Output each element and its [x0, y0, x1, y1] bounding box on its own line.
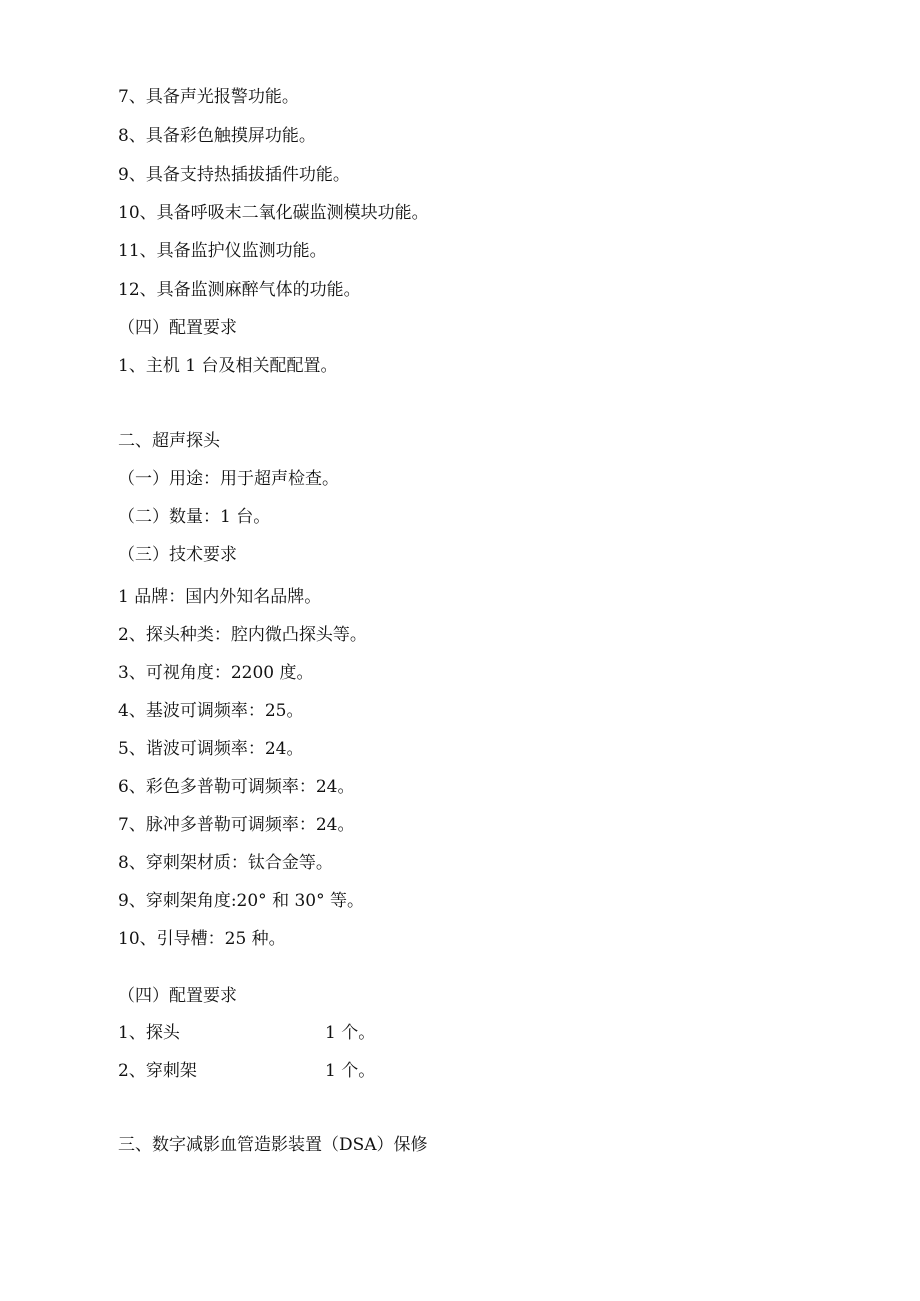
- config-item-qty: 1 个。: [325, 1023, 376, 1043]
- tech-item: 10、引导槽：25 种。: [118, 929, 286, 949]
- config-item-qty: 1 个。: [325, 1061, 376, 1081]
- tech-item: 1 品牌：国内外知名品牌。: [118, 587, 322, 607]
- tech-item: 5、谐波可调频率：24。: [118, 739, 304, 759]
- config-item: 1、主机 1 台及相关配配置。: [118, 356, 338, 376]
- tech-item: 9、穿刺架角度:20° 和 30° 等。: [118, 891, 365, 911]
- feature-item: 10、具备呼吸末二氧化碳监测模块功能。: [118, 203, 429, 223]
- config-heading: （四）配置要求: [118, 986, 237, 1006]
- tech-item: 3、可视角度：2200 度。: [118, 663, 314, 683]
- section-title: 二、超声探头: [118, 431, 220, 451]
- tech-item: 7、脉冲多普勒可调频率：24。: [118, 815, 355, 835]
- config-item-name: 1、探头: [118, 1023, 180, 1043]
- tech-heading: （三）技术要求: [118, 545, 237, 565]
- feature-item: 11、具备监护仪监测功能。: [118, 241, 327, 261]
- tech-item: 2、探头种类：腔内微凸探头等。: [118, 625, 367, 645]
- usage-line: （一）用途：用于超声检查。: [118, 469, 339, 489]
- feature-item: 8、具备彩色触摸屏功能。: [118, 126, 316, 146]
- section-title: 三、数字减影血管造影装置（DSA）保修: [118, 1135, 428, 1155]
- tech-item: 6、彩色多普勒可调频率：24。: [118, 777, 355, 797]
- feature-item: 7、具备声光报警功能。: [118, 87, 299, 107]
- feature-item: 12、具备监测麻醉气体的功能。: [118, 280, 361, 300]
- quantity-line: （二）数量：1 台。: [118, 507, 271, 527]
- tech-item: 8、穿刺架材质：钛合金等。: [118, 853, 333, 873]
- config-heading: （四）配置要求: [118, 318, 237, 338]
- tech-item: 4、基波可调频率：25。: [118, 701, 304, 721]
- config-item-name: 2、穿刺架: [118, 1061, 197, 1081]
- feature-item: 9、具备支持热插拔插件功能。: [118, 165, 350, 185]
